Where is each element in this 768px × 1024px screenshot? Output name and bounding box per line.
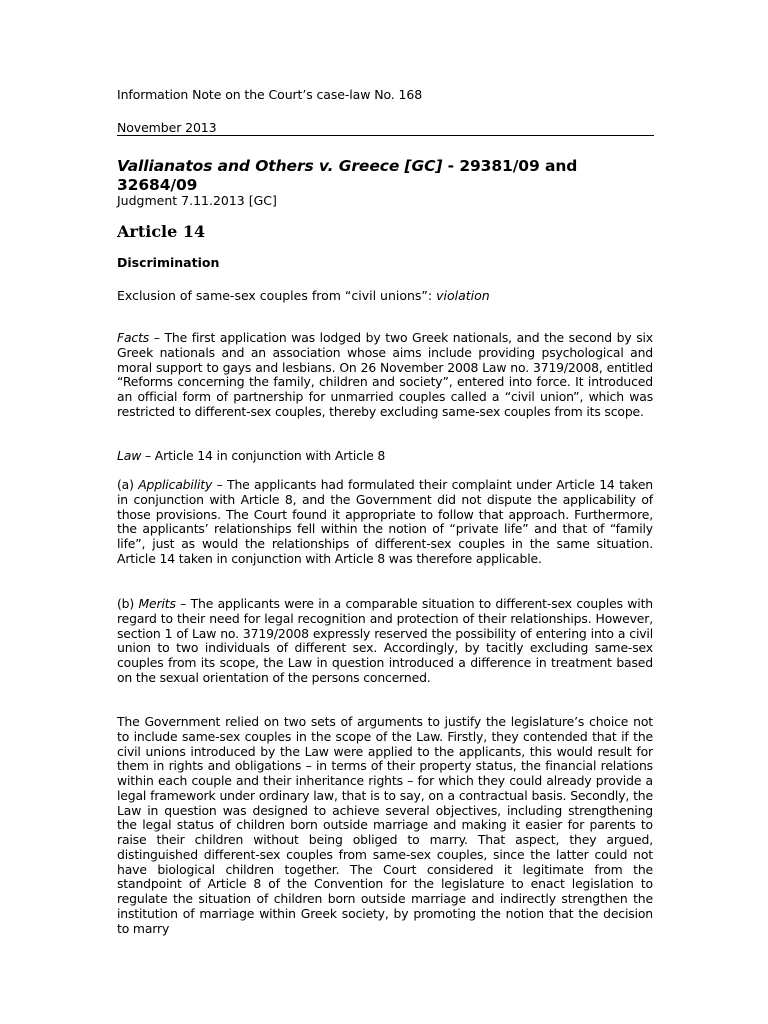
keywords-line <box>117 288 490 303</box>
judgment-date: Judgment 7.11.2013 [GC] <box>117 193 277 208</box>
facts-label: Facts <box>117 330 150 345</box>
case-title <box>117 157 653 195</box>
law-label: Law <box>117 448 142 463</box>
merits-text: – The applicants were in a comparable situation to different-sex couples with regard to their need for legal recognition and protection of their relationships. However, section 1 of Law no. 3719/2008 expressly reserved the possibility of entering into a civil union to two individuals of different sex. Accordingly, by tacitly excluding same-sex couples from its scope, the Law in question introduced a difference in treatment based on the sexual orientation of the persons concerned. <box>117 596 653 685</box>
keywords-text: Exclusion of same-sex couples from “civil unions”: <box>117 288 437 303</box>
law-text: – Article 14 in conjunction with Article 8 <box>141 448 386 463</box>
government-arguments-paragraph: The Government relied on two sets of arguments to justify the legislature’s choice not to include same-sex couples in the scope of the Law. Firstly, they contended that if the civil unions introduced by the Law were applied to the applicants, this would result for them in rights and obligations – in terms of their property status, the financial relations within each couple and their inheritance rights – for which they could already provide a legal framework under ordinary law, that is to say, on a contractual basis. Secondly, the Law in question was designed to achieve several objectives, including strengthening the legal status of children born outside marriage and making it easier for parents to raise their children without being obliged to marry. That aspect, they argued, distinguished different-sex couples from same-sex couples, since the latter could not have biological children together. The Court considered it legitimate from the standpoint of Article 8 of the Convention for the legislature to enact legislation to regulate the situation of children born outside marriage and indirectly strengthen the institution of marriage within Greek society, by promoting the notion that the decision to marry <box>117 714 653 936</box>
information-note-title: Information Note on the Court’s case-law No. 168 <box>117 87 423 102</box>
application-numbers: - 29381/09 and 32684/09 <box>117 157 578 194</box>
header-divider <box>117 135 654 136</box>
case-name: Vallianatos and Others v. Greece [GC] <box>117 157 443 175</box>
issue-date: November 2013 <box>117 120 217 135</box>
merits-paragraph <box>117 597 653 686</box>
applicability-text: – The applicants had formulated their complaint under Article 14 taken in conjunction with Article 8, and the Government did not dispute the applicability of those provisions. The Court found it appropriate to follow that approach. Furthermore, the applicants’ relationships fell within the notion of “private life” and that of “family life”, just as would the relationships of different-sex couples in the same situation. Article 14 taken in conjunction with Article 8 was therefore applicable. <box>117 477 653 566</box>
facts-text: – The first application was lodged by two Greek nationals, and the second by six Greek nationals and an association whose aims include providing psychological and moral support to gays and lesbians. On 26 November 2008 Law no. 3719/2008, entitled “Reforms concerning the family, children and society”, entered into force. It introduced an official form of partnership for unmarried couples called a “civil union”, which was restricted to different-sex couples, thereby excluding same-sex couples from its scope. <box>117 330 653 419</box>
article-heading: Article 14 <box>117 222 206 241</box>
facts-paragraph <box>117 331 653 420</box>
applicability-prefix: (a) <box>117 477 139 492</box>
applicability-paragraph <box>117 478 653 567</box>
merits-label: Merits <box>138 596 176 611</box>
merits-prefix: (b) <box>117 596 139 611</box>
applicability-label: Applicability <box>138 477 213 492</box>
subject-heading: Discrimination <box>117 255 220 270</box>
law-heading <box>117 449 653 464</box>
outcome: violation <box>436 288 490 303</box>
